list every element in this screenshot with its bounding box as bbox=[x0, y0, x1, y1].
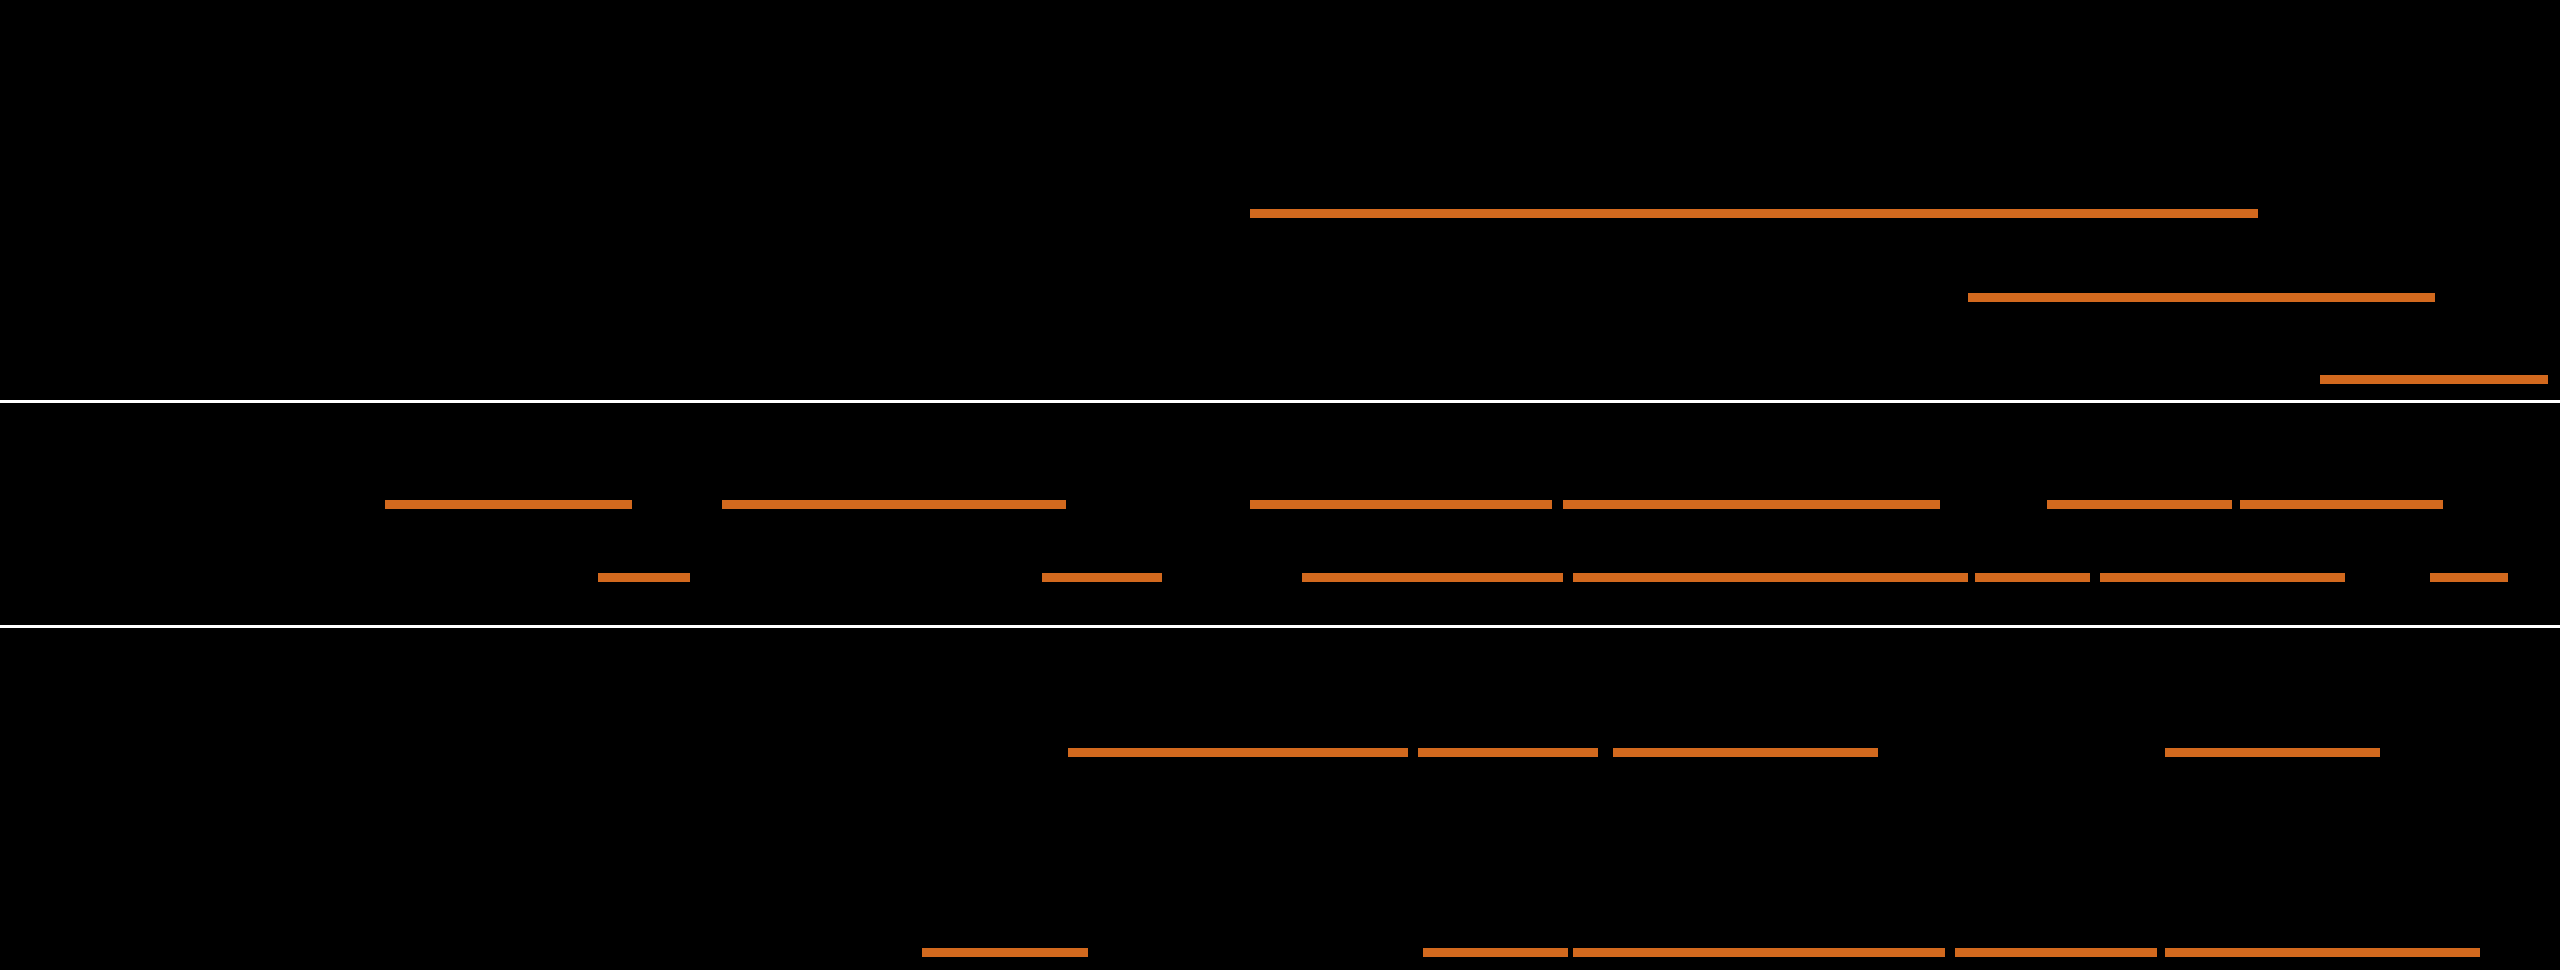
bar-top-3-1 bbox=[2320, 375, 2548, 384]
bar-mid-1-6 bbox=[2240, 500, 2443, 509]
bar-bot-1-4 bbox=[2165, 748, 2380, 757]
bar-mid-1-4 bbox=[1563, 500, 1940, 509]
bar-mid-2-5 bbox=[1975, 573, 2090, 582]
bar-bot-2-5 bbox=[2165, 948, 2480, 957]
band-divider-2 bbox=[0, 625, 2560, 628]
bar-mid-2-7 bbox=[2430, 573, 2508, 582]
bar-mid-1-2 bbox=[722, 500, 1066, 509]
bar-mid-2-2 bbox=[1042, 573, 1162, 582]
bar-bot-1-2 bbox=[1418, 748, 1598, 757]
bar-top-1-1 bbox=[1250, 209, 2258, 218]
bar-mid-2-3 bbox=[1302, 573, 1563, 582]
band-divider-1 bbox=[0, 400, 2560, 403]
bar-bot-2-2 bbox=[1423, 948, 1568, 957]
bar-bot-1-3 bbox=[1613, 748, 1878, 757]
bar-bot-1-1 bbox=[1068, 748, 1408, 757]
bar-mid-1-1 bbox=[385, 500, 632, 509]
bar-top-2-1 bbox=[1968, 293, 2435, 302]
bar-mid-2-1 bbox=[598, 573, 690, 582]
bar-mid-1-3 bbox=[1250, 500, 1552, 509]
bar-mid-2-4 bbox=[1573, 573, 1968, 582]
bar-bot-2-3 bbox=[1573, 948, 1945, 957]
bar-mid-2-6 bbox=[2100, 573, 2345, 582]
bar-bot-2-4 bbox=[1955, 948, 2157, 957]
bar-bot-2-1 bbox=[922, 948, 1088, 957]
bar-mid-1-5 bbox=[2047, 500, 2232, 509]
